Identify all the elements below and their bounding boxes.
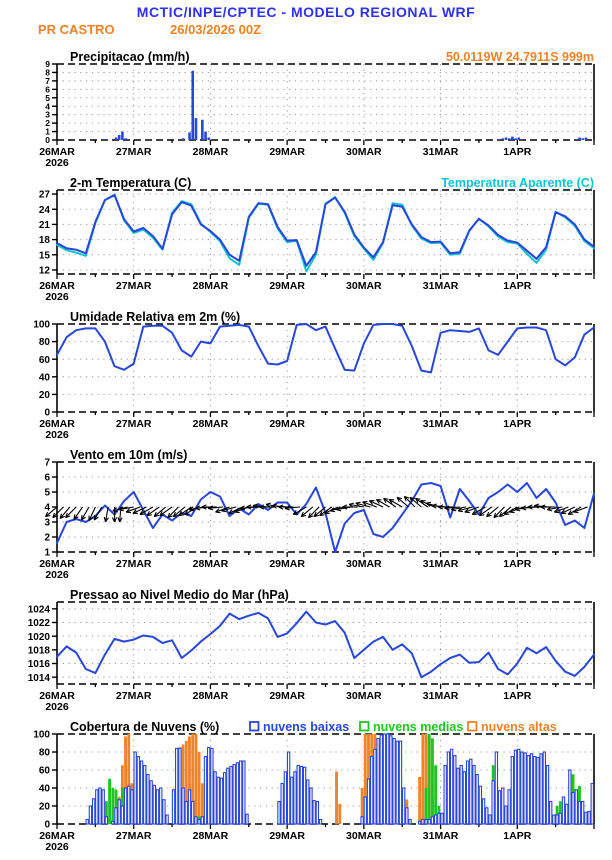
day-label: 31MAR — [423, 830, 459, 842]
day-label: 29MAR — [269, 558, 305, 570]
y-tick-label: 24 — [39, 205, 51, 216]
temperatura-2m-line — [57, 195, 594, 266]
day-label: 26MAR — [39, 830, 75, 842]
day-label: 30MAR — [346, 280, 382, 292]
temperature-title-right: Temperatura Aparente (C) — [441, 176, 594, 190]
day-label: 29MAR — [269, 830, 305, 842]
day-label: 30MAR — [346, 418, 382, 430]
y-tick-label: 1014 — [28, 673, 51, 684]
pressure-title: Pressao ao Nivel Medio do Mar (hPa) — [70, 588, 289, 602]
y-tick-label: 40 — [39, 784, 51, 795]
day-label: 26MAR — [39, 690, 75, 702]
day-label: 27MAR — [116, 280, 152, 292]
y-tick-label: 27 — [39, 190, 51, 201]
day-label: 27MAR — [116, 418, 152, 430]
y-tick-label: 2 — [44, 533, 50, 544]
clouds-title: Cobertura de Nuvens (%) — [70, 720, 219, 734]
y-tick-label: 80 — [39, 748, 51, 759]
y-tick-label: 18 — [39, 235, 51, 246]
day-label: 27MAR — [116, 830, 152, 842]
day-label: 30MAR — [346, 558, 382, 570]
day-label: 1APR — [503, 146, 531, 158]
day-label: 28MAR — [193, 558, 229, 570]
year-label: 2026 — [45, 291, 69, 303]
y-tick-label: 4 — [44, 503, 50, 514]
direcao-vento-barbs — [46, 496, 588, 522]
day-label: 26MAR — [39, 418, 75, 430]
day-label: 26MAR — [39, 280, 75, 292]
umidade-relativa-line — [57, 324, 594, 372]
day-label: 27MAR — [116, 690, 152, 702]
y-tick-label: 5 — [45, 93, 50, 103]
year-label: 2026 — [45, 701, 69, 713]
day-label: 29MAR — [269, 146, 305, 158]
y-tick-label: 1022 — [28, 618, 51, 629]
day-label: 1APR — [503, 830, 531, 842]
precipitation-title-right: 50.0119W 24.7911S 999m — [446, 50, 594, 64]
y-tick-label: 80 — [39, 337, 51, 348]
day-label: 1APR — [503, 558, 531, 570]
y-tick-label: 0 — [44, 820, 50, 831]
y-tick-label: 20 — [39, 802, 51, 813]
y-tick-label: 3 — [45, 110, 50, 120]
day-label: 29MAR — [269, 280, 305, 292]
day-label: 28MAR — [193, 830, 229, 842]
y-tick-label: 21 — [39, 220, 51, 231]
y-tick-label: 8 — [45, 68, 50, 78]
humidity-title: Umidade Relativa em 2m (%) — [70, 310, 240, 324]
day-label: 27MAR — [116, 558, 152, 570]
y-tick-label: 4 — [45, 101, 50, 111]
day-label: 1APR — [503, 418, 531, 430]
y-tick-label: 15 — [39, 250, 51, 261]
day-label: 31MAR — [423, 418, 459, 430]
legend-label-orange: nuvens altas — [481, 720, 557, 734]
panel-precipitation — [0, 50, 612, 176]
y-tick-label: 100 — [33, 730, 50, 741]
day-label: 30MAR — [346, 146, 382, 158]
year-label: 2026 — [45, 841, 69, 853]
day-label: 28MAR — [193, 690, 229, 702]
day-label: 31MAR — [423, 558, 459, 570]
y-tick-label: 9 — [45, 59, 50, 69]
y-tick-label: 6 — [44, 473, 50, 484]
panel-clouds — [0, 720, 612, 860]
legend-swatch-green — [360, 722, 369, 731]
temperature-title: 2-m Temperatura (C) — [70, 176, 191, 190]
y-tick-label: 7 — [44, 458, 50, 469]
year-label: 2026 — [45, 429, 69, 441]
panel-humidity — [0, 310, 612, 448]
y-tick-label: 1024 — [28, 604, 51, 615]
y-tick-label: 7 — [45, 76, 50, 86]
y-tick-label: 1018 — [28, 645, 51, 656]
day-label: 1APR — [503, 280, 531, 292]
y-tick-label: 1020 — [28, 632, 51, 643]
panel-temperature — [0, 176, 612, 310]
model-title: MCTIC/INPE/CPTEC - MODELO REGIONAL WRF — [0, 4, 612, 20]
y-tick-label: 5 — [44, 488, 50, 499]
y-tick-label: 2 — [45, 118, 50, 128]
header — [0, 0, 612, 50]
y-tick-label: 60 — [39, 766, 51, 777]
legend-swatch-orange — [468, 722, 477, 731]
precipitation-title: Precipitacao (mm/h) — [70, 50, 189, 64]
station-name: PR CASTRO — [38, 22, 115, 37]
y-tick-label: 40 — [39, 372, 51, 383]
pressao-nivel-mar-line — [57, 612, 594, 678]
y-tick-label: 1 — [45, 127, 50, 137]
y-tick-label: 100 — [33, 320, 50, 331]
day-label: 29MAR — [269, 690, 305, 702]
y-tick-label: 12 — [39, 266, 51, 277]
day-label: 28MAR — [193, 418, 229, 430]
year-label: 2026 — [45, 157, 69, 169]
day-label: 29MAR — [269, 418, 305, 430]
wind-title: Vento em 10m (m/s) — [70, 448, 187, 462]
y-tick-label: 3 — [44, 518, 50, 529]
day-label: 1APR — [503, 690, 531, 702]
y-tick-label: 0 — [45, 135, 50, 145]
y-tick-label: 0 — [44, 408, 50, 419]
legend-label-blue: nuvens baixas — [263, 720, 349, 734]
y-tick-label: 1016 — [28, 659, 51, 670]
day-label: 28MAR — [193, 280, 229, 292]
legend-label-green: nuvens medias — [373, 720, 463, 734]
y-tick-label: 6 — [45, 84, 50, 94]
velocidade-vento-line — [57, 483, 594, 552]
legend-swatch-blue — [250, 722, 259, 731]
panel-wind — [0, 448, 612, 588]
day-label: 30MAR — [346, 690, 382, 702]
day-label: 27MAR — [116, 146, 152, 158]
y-tick-label: 60 — [39, 355, 51, 366]
y-tick-label: 20 — [39, 390, 51, 401]
day-label: 31MAR — [423, 690, 459, 702]
day-label: 26MAR — [39, 558, 75, 570]
day-label: 31MAR — [423, 280, 459, 292]
init-time: 26/03/2026 00Z — [170, 22, 261, 37]
day-label: 28MAR — [193, 146, 229, 158]
day-label: 26MAR — [39, 146, 75, 158]
panel-pressure — [0, 588, 612, 720]
year-label: 2026 — [45, 569, 69, 581]
y-tick-label: 1 — [44, 548, 50, 559]
day-label: 30MAR — [346, 830, 382, 842]
day-label: 31MAR — [423, 146, 459, 158]
precipitacao-bars — [105, 71, 587, 140]
